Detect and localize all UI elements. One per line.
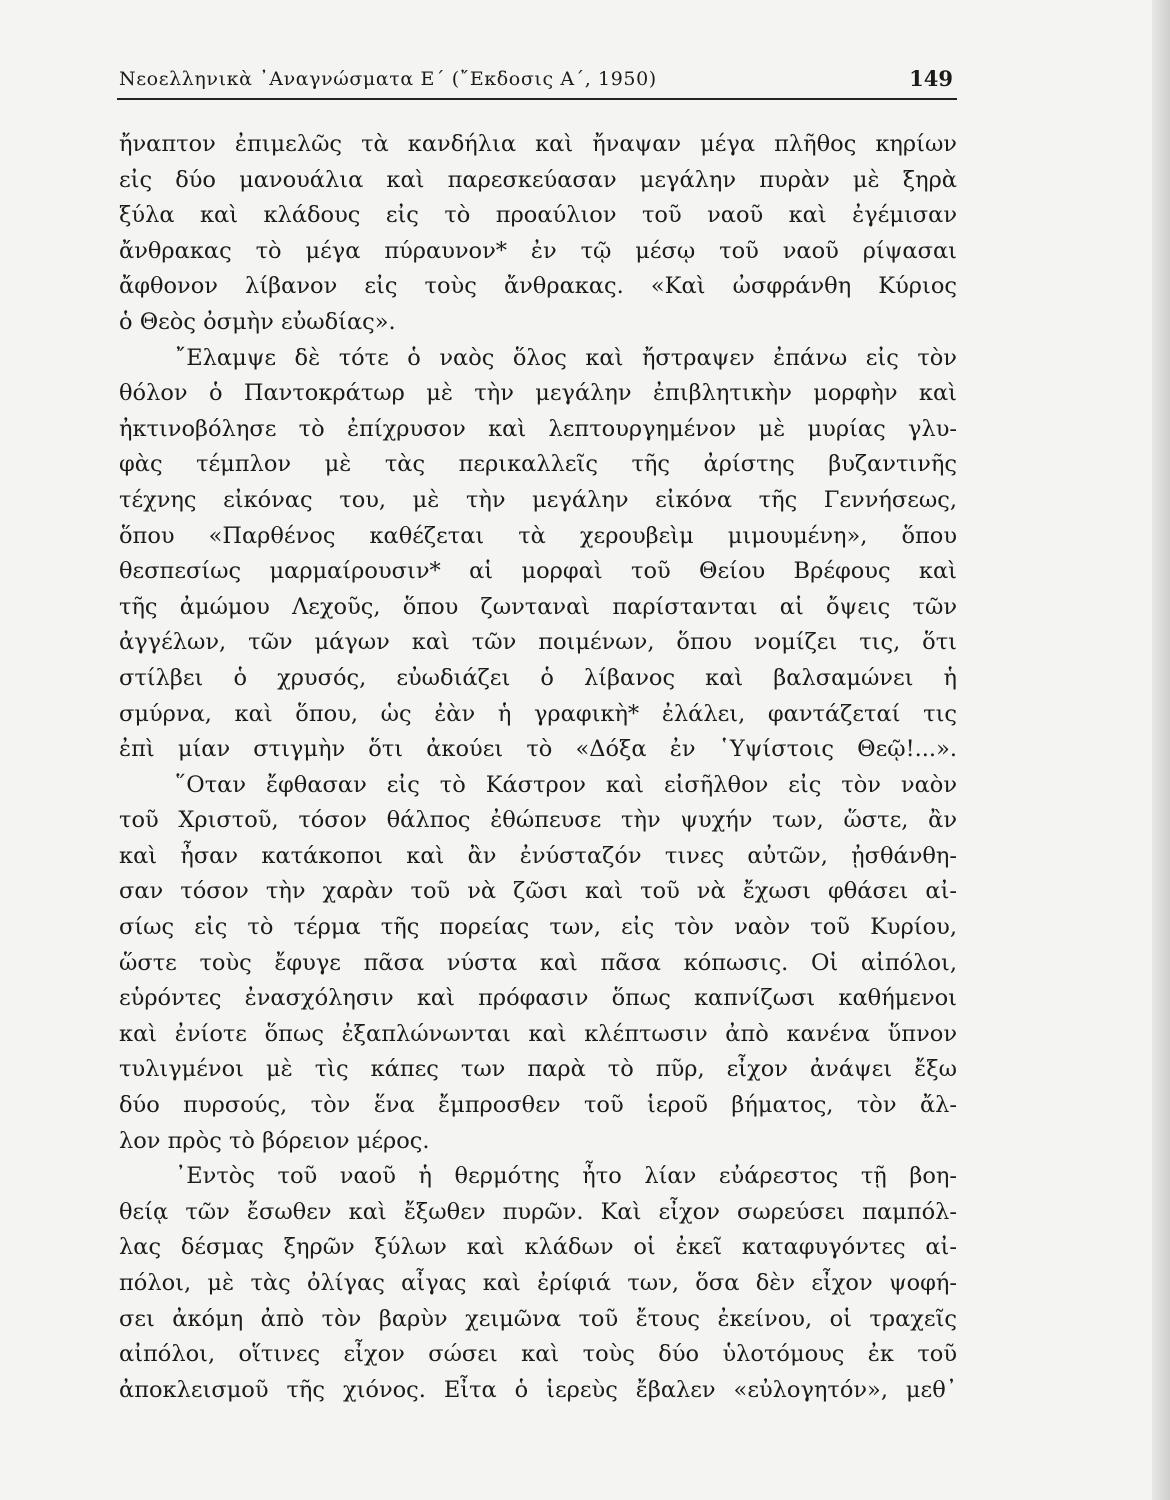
text-line: τέχνης εἰκόνας του, μὲ τὴν μεγάλην εἰκόνα τῆς Γεννήσεως, (119, 486, 957, 513)
text-line: λον πρὸς τὸ βόρειον μέρος. (119, 1127, 430, 1154)
body-text (119, 127, 957, 1408)
text-line: ῎Ελαμψε δὲ τότε ὁ ναὸς ὅλος καὶ ἤστραψεν ἐπάνω εἰς τὸν (175, 344, 957, 371)
text-line: ῞Οταν ἔφθασαν εἰς τὸ Κάστρον καὶ εἰσῆλθον εἰς τὸν ναὸν (175, 771, 957, 798)
text-line: ἀποκλεισμοῦ τῆς χιόνος. Εἶτα ὁ ἱερεὺς ἔβαλεν «εὐλογητόν», μεθ᾿ (119, 1376, 957, 1403)
text-line: ἐπὶ μίαν στιγμὴν ὅτι ἀκούει τὸ «Δόξα ἐν ῾Υψίστοις Θεῷ!...». (119, 736, 957, 763)
text-line: πόλοι, μὲ τὰς ὀλίγας αἶγας καὶ ἐρίφιά των, ὅσα δὲν εἶχον ψοφή- (119, 1270, 957, 1296)
text-line: καὶ ἐνίοτε ὅπως ἐξαπλώνωνται καὶ κλέπτωσιν ἀπὸ κανένα ὕπνον (119, 1020, 957, 1047)
text-line: ἠκτινοβόλησε τὸ ἐπίχρυσον καὶ λεπτουργημένον μὲ μυρίας γλυ- (119, 415, 957, 442)
text-line: θεσπεσίως μαρμαίρουσιν* αἱ μορφαὶ τοῦ Θείου Βρέφους καὶ (119, 558, 957, 585)
text-line: ἄφθονον λίβανον εἰς τοὺς ἄνθρακας. «Καὶ ὠσφράνθη Κύριος (119, 273, 957, 300)
text-line: ὥστε τοὺς ἔφυγε πᾶσα νύστα καὶ πᾶσα κόπωσις. Οἱ αἰπόλοι, (119, 949, 957, 976)
page-number: 149 (909, 66, 953, 91)
text-line: στίλβει ὁ χρυσός, εὐωδιάζει ὁ λίβανος καὶ βαλσαμώνει ἡ (119, 664, 957, 691)
text-line: σίως εἰς τὸ τέρμα τῆς πορείας των, εἰς τὸν ναὸν τοῦ Κυρίου, (119, 914, 957, 941)
text-line: φὰς τέμπλον μὲ τὰς περικαλλεῖς τῆς ἀρίστης βυζαντινῆς (119, 451, 957, 478)
text-line: τυλιγμένοι μὲ τὶς κάπες των παρὰ τὸ πῦρ, εἶχον ἀνάψει ἔξω (119, 1056, 957, 1083)
text-line: ὁ Θεὸς ὀσμὴν εὐωδίας». (119, 308, 396, 335)
text-line: αἰπόλοι, οἵτινες εἶχον σώσει καὶ τοὺς δύο ὑλοτόμους ἐκ τοῦ (119, 1341, 957, 1368)
text-line: θείᾳ τῶν ἔσωθεν καὶ ἔξωθεν πυρῶν. Καὶ εἶχον σωρεύσει παμπόλ- (119, 1198, 957, 1225)
text-line: ξύλα καὶ κλάδους εἰς τὸ προαύλιον τοῦ ναοῦ καὶ ἐγέμισαν (119, 202, 957, 229)
text-line: λας δέσμας ξηρῶν ξύλων καὶ κλάδων οἱ ἐκεῖ καταφυγόντες αἰ- (119, 1234, 957, 1261)
text-line: σει ἀκόμη ἀπὸ τὸν βαρὺν χειμῶνα τοῦ ἔτους ἐκείνου, οἱ τραχεῖς (119, 1305, 957, 1332)
text-line: τοῦ Χριστοῦ, τόσον θάλπος ἐθώπευσε τὴν ψυχήν των, ὥστε, ἂν (119, 807, 957, 834)
text-line: εὑρόντες ἐνασχόλησιν καὶ πρόφασιν ὅπως καπνίζωσι καθήμενοι (119, 985, 957, 1012)
text-line: εἰς δύο μανουάλια καὶ παρεσκεύασαν μεγάλην πυρὰν μὲ ξηρὰ (119, 166, 957, 193)
text-line: ἀγγέλων, τῶν μάγων καὶ τῶν ποιμένων, ὅπου νομίζει τις, ὅτι (119, 629, 957, 656)
text-line: ἤναπτον ἐπιμελῶς τὰ κανδήλια καὶ ἤναψαν μέγα πλῆθος κηρίων (119, 131, 957, 157)
text-line: ᾿Εντὸς τοῦ ναοῦ ἡ θερμότης ἦτο λίαν εὐάρεστος τῇ βοη- (175, 1163, 957, 1190)
running-header-title: Νεοελληνικὰ ᾿Αναγνώσματα Ε΄ (῎Εκδοσις Α΄, 1950) (119, 68, 657, 90)
text-line: δύο πυρσούς, τὸν ἕνα ἔμπροσθεν τοῦ ἱεροῦ βήματος, τὸν ἄλ- (119, 1092, 957, 1119)
text-line: σμύρνα, καὶ ὅπου, ὡς ἐὰν ἡ γραφικὴ* ἐλάλει, φαντάζεταί τις (119, 700, 957, 727)
running-header (117, 66, 957, 100)
text-line: ὅπου «Παρθένος καθέζεται τὰ χερουβεὶμ μιμουμένη», ὅπου (119, 522, 957, 549)
text-line: σαν τόσον τὴν χαρὰν τοῦ νὰ ζῶσι καὶ τοῦ νὰ ἔχωσι φθάσει αἰ- (119, 878, 957, 905)
text-line: ἄνθρακας τὸ μέγα πύραυνον* ἐν τῷ μέσῳ τοῦ ναοῦ ρίψασαι (119, 237, 957, 264)
text-line: καὶ ἦσαν κατάκοποι καὶ ἂν ἐνύσταζόν τινες αὐτῶν, ᾐσθάνθη- (119, 842, 957, 869)
page-gutter-shadow (1152, 0, 1170, 1500)
text-line: τῆς ἀμώμου Λεχοῦς, ὅπου ζωνταναὶ παρίστανται αἱ ὄψεις τῶν (119, 593, 957, 620)
text-line: θόλον ὁ Παντοκράτωρ μὲ τὴν μεγάλην ἐπιβλητικὴν μορφὴν καὶ (119, 380, 957, 407)
